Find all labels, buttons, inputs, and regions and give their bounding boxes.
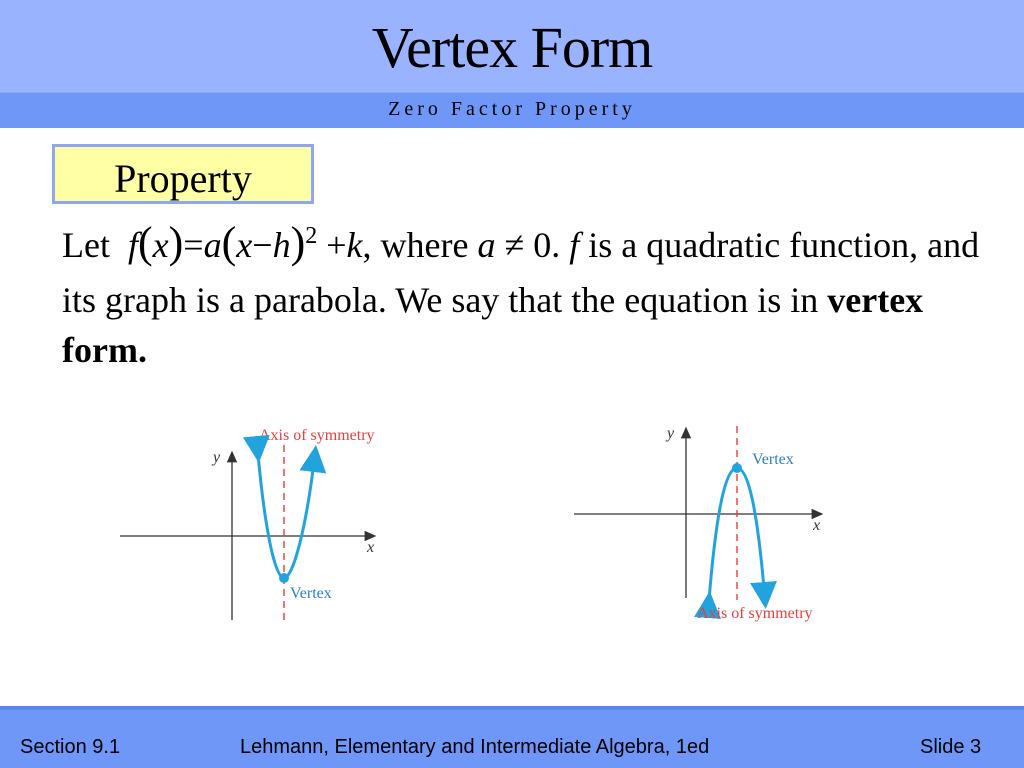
condition-a: a	[477, 225, 496, 265]
formula-plus: +	[326, 225, 347, 265]
where-text: , where	[362, 225, 478, 265]
formula: $f(x)=a(x-h)^2 +k$	[127, 218, 363, 267]
let-word: Let	[62, 225, 110, 265]
property-box	[52, 144, 314, 204]
formula-h: h	[272, 225, 291, 265]
vertex-point	[732, 463, 742, 473]
slide-title: Vertex Form	[371, 15, 653, 80]
y-axis-label: y	[667, 425, 675, 442]
property-label: Property	[114, 156, 252, 201]
axis-of-symmetry-label: Axis of symmetry	[259, 427, 375, 444]
upward-parabola-graph	[110, 420, 430, 630]
formula-k: k	[346, 225, 363, 265]
title-bar	[0, 0, 1024, 93]
vertex-label: Vertex	[752, 451, 794, 468]
y-axis-label: y	[213, 449, 221, 466]
formula-a: a	[203, 225, 222, 265]
vertex-form-term: vertex form.	[62, 280, 924, 370]
slide-subtitle: Zero Factor Property	[388, 98, 636, 120]
formula-eq: =	[183, 225, 204, 265]
footer-slide-number: Slide 3	[920, 736, 982, 758]
sentence-rest: is a quadratic function, and its graph is a parabola. We say that the equation is in	[62, 225, 980, 320]
x-axis-label: x	[813, 517, 821, 534]
parabola-curve	[258, 454, 315, 578]
vertex-label: Vertex	[290, 585, 332, 602]
vertex-point	[279, 573, 289, 583]
axis-of-symmetry-label: Axis of symmetry	[697, 605, 813, 622]
formula-exponent: 2	[305, 223, 318, 249]
subtitle-bar	[0, 93, 1024, 128]
condition-rest: ≠ 0.	[495, 225, 570, 265]
formula-f: f	[127, 225, 138, 265]
footer-book: Lehmann, Elementary and Intermediate Algebra, 1ed	[240, 736, 710, 758]
formula-x: x	[152, 225, 169, 265]
formula-minus: −	[252, 225, 273, 265]
footer-section: Section 9.1	[20, 736, 121, 758]
body-paragraph	[62, 218, 992, 375]
x-axis-label: x	[367, 539, 375, 556]
footer-bar	[0, 706, 1024, 768]
formula-x2: x	[236, 225, 253, 265]
downward-parabola-graph	[570, 420, 870, 630]
f-var: f	[569, 225, 580, 265]
